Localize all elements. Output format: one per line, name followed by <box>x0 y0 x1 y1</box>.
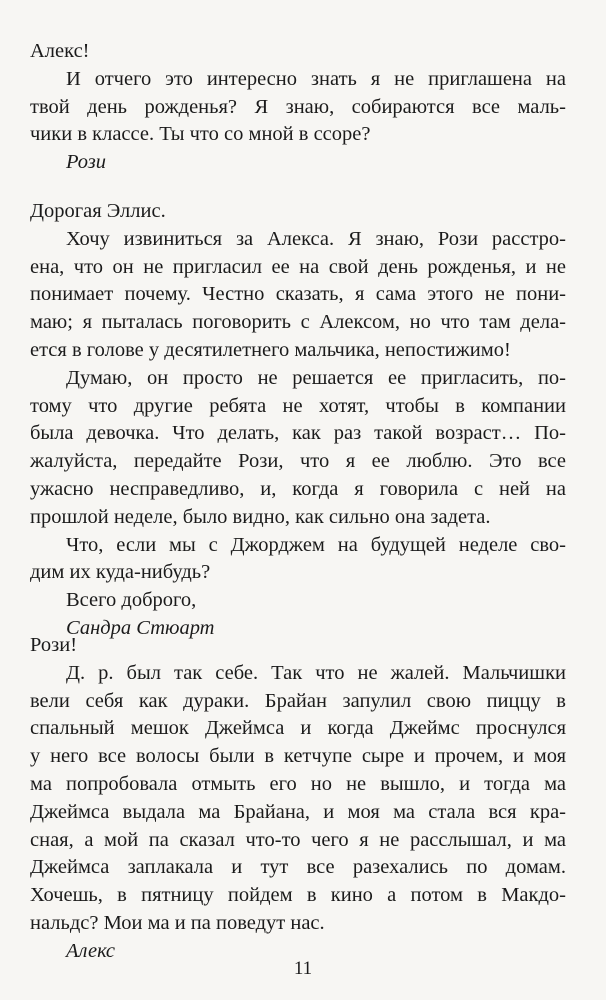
letter-line: Хочешь, в пятницу пойдем в кино а потом в Макдо- <box>30 884 566 907</box>
letter-line: тому что другие ребята не хотят, чтобы в компании <box>30 394 566 417</box>
letter-line: маю; я пыталась поговорить с Алексом, но что там дела- <box>30 311 566 334</box>
letter-salutation: Дорогая Эллис. <box>30 200 166 222</box>
letter-line: твой день рожденья? Я знаю, собираются все маль- <box>30 95 566 118</box>
letter-line: понимает почему. Честно сказать, я сама этого не пони- <box>30 283 566 306</box>
letter-line: Джеймса заплакала и тут все разехались по домам. <box>30 856 566 879</box>
letter-salutation: Алекс! <box>30 40 90 62</box>
letter-line: прошлой неделе, было видно, как сильно она задета. <box>30 505 491 528</box>
letter-line: дим их куда-нибудь? <box>30 561 211 584</box>
letter-salutation: Рози! <box>30 634 78 656</box>
letter-signature: Рози <box>66 151 107 174</box>
letter-line: Что, если мы с Джорджем на будущей неделе сво- <box>66 533 566 556</box>
page-number: 11 <box>293 958 313 979</box>
letter-line: И отчего это интересно знать я не приглашена на <box>66 67 566 90</box>
letter-line: ма попробовала отмыть его но не вышло, и тогда ма <box>30 772 566 795</box>
letter-line: жалуйста, передайте Рози, что я ее люблю. Это все <box>30 450 566 473</box>
letter-line: ется в голове у десятилетнего мальчика, непостижимо! <box>30 338 511 361</box>
letter-signature: Сандра Стюарт <box>66 616 215 639</box>
letter-line: Думаю, он просто не решается ее пригласить, по- <box>66 366 566 389</box>
letter-line: Д. р. был так себе. Так что не жалей. Мальчишки <box>66 661 566 684</box>
letter-line: нальдс? Мои ма и па поведут нас. <box>30 911 325 934</box>
letter-to-alex <box>30 38 566 177</box>
letter-line: была девочка. Что делать, как раз такой возраст… По- <box>30 422 566 445</box>
letter-signature: Алекс <box>66 939 115 962</box>
letter-line: Джеймса выдала ма Брайана, и моя ма стала вся кра- <box>30 800 566 823</box>
letter-to-ellis <box>30 198 566 643</box>
letter-line: ена, что он не пригласил ее на свой день рожденья, и не <box>30 255 566 278</box>
letter-line: у него все волосы были в кетчупе сыре и прочем, и моя <box>30 745 566 768</box>
letter-to-rosie <box>30 632 566 966</box>
letter-line: чики в классе. Ты что со мной в ссоре? <box>30 123 371 146</box>
letter-line: спальный мешок Джеймса и когда Джеймс проснулся <box>30 717 566 740</box>
letter-line: ужасно несправедливо, и, когда я говорила с ней на <box>30 477 566 500</box>
letter-line: сная, а мой па сказал что-то чего я не расслышал, и ма <box>30 828 566 851</box>
letter-line: Хочу извиниться за Алекса. Я знаю, Рози расстро- <box>66 227 566 250</box>
letter-line: вели себя как дураки. Брайан запулил свою пиццу в <box>30 689 566 712</box>
letter-closing: Всего доброго, <box>66 589 197 612</box>
